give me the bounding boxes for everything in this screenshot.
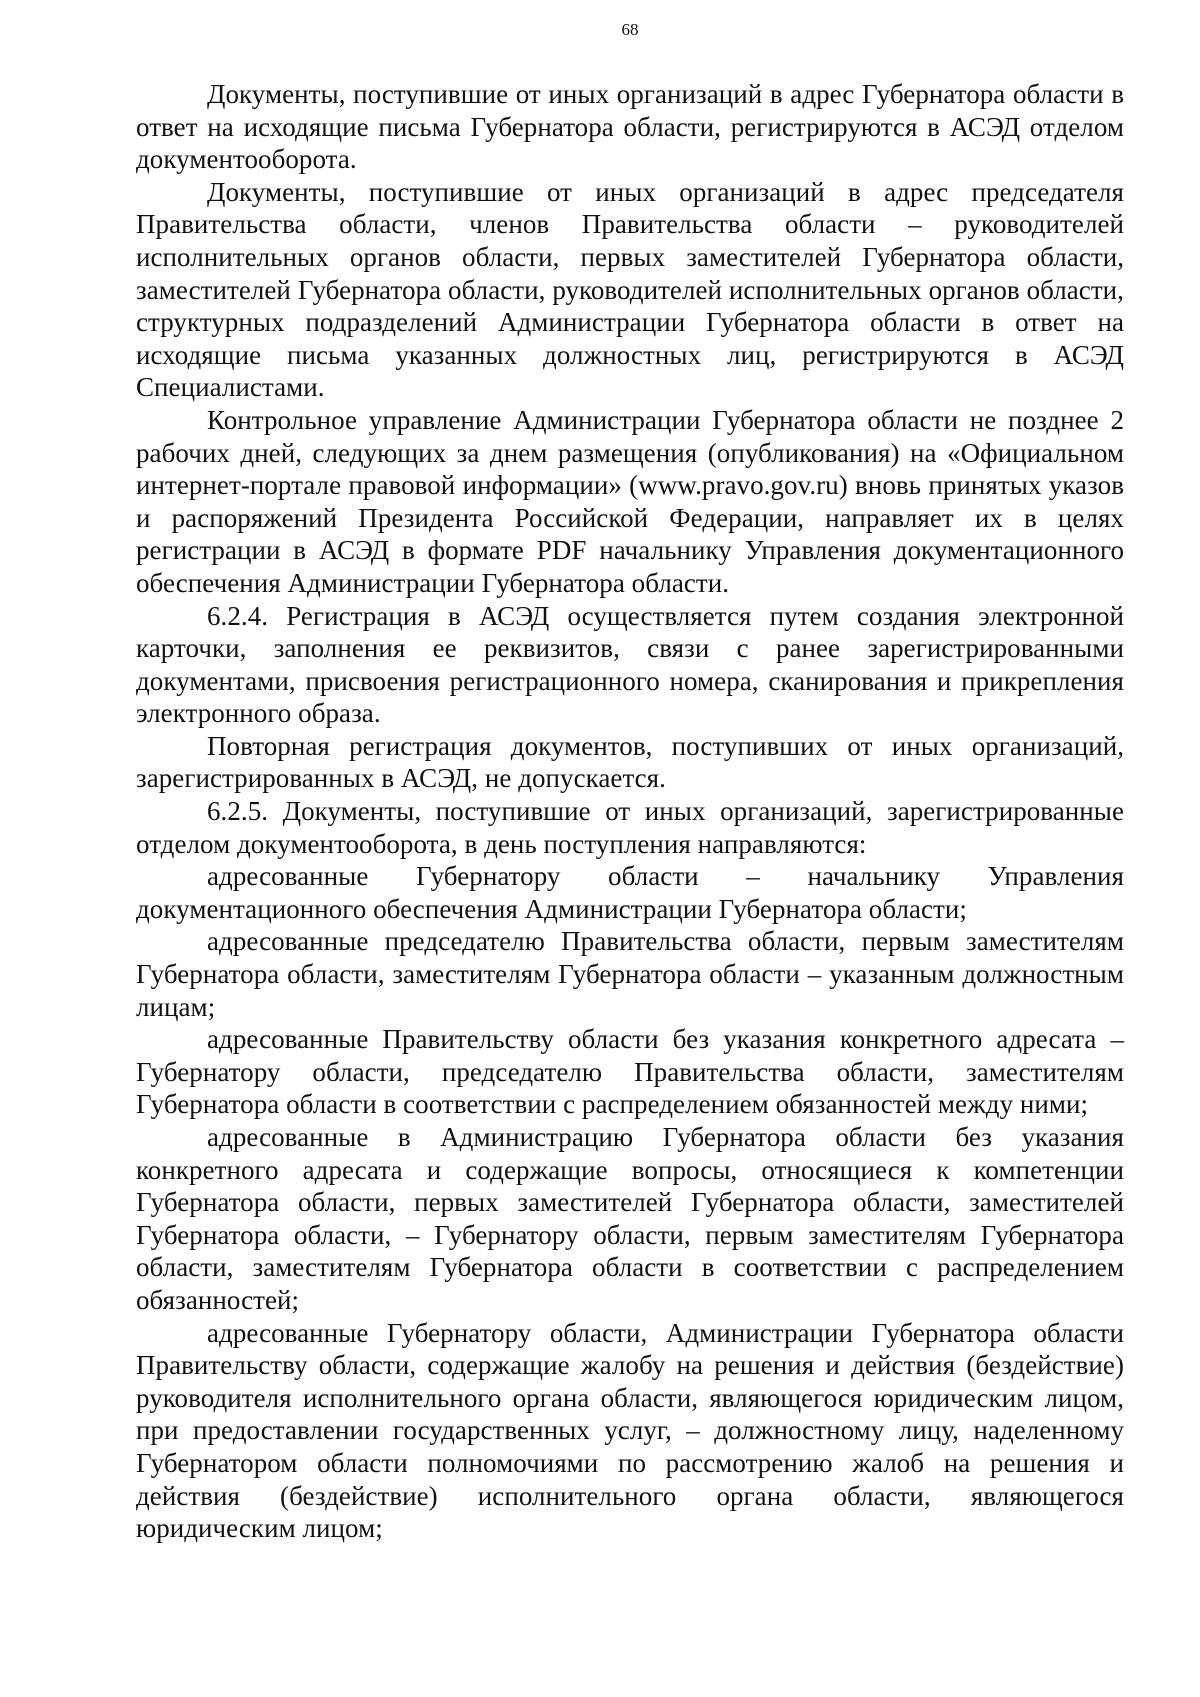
paragraph: адресованные в Администрацию Губернатора области без указания конкретного адресата и содержащие вопросы, относящиеся к компетенции Губернатора области, первых заместителей Губернатора области, заместителей Губернатора области, – Губернатору области, первым заместителям Губернатора области, заместителям Губернатора области в соответствии с распределением обязанностей; (136, 1122, 1124, 1315)
paragraph: адресованные председателю Правительства области, первым заместителям Губернатора области, заместителям Губернатора области – указанным должностным лицам; (136, 926, 1124, 1022)
paragraph: 6.2.4. Регистрация в АСЭД осуществляется путем создания электронной карточки, заполнения ее реквизитов, связи с ранее зарегистрированными документами, присвоения регистрационного номера, сканирования и прикрепления электронного образа. (136, 600, 1124, 729)
page-number: 68 (621, 20, 639, 39)
paragraph: Документы, поступившие от иных организаций в адрес председателя Правительства области, членов Правительства области – руководителей исполнительных органов области, первых заместителей Губернатора области, заместителей Губернатора области, руководителей исполнительных органов области, структурных подразделений Администрации Губернатора области в ответ на исходящие письма указанных должностных лиц, регистрируются в АСЭД Специалистами. (136, 176, 1124, 403)
paragraph: 6.2.5. Документы, поступившие от иных организаций, зарегистрированные отделом документооборота, в день поступления направляются: (136, 796, 1124, 859)
paragraph: Повторная регистрация документов, поступивших от иных организаций, зарегистрированных в АСЭД, не допускается. (136, 730, 1124, 794)
paragraph: Документы, поступившие от иных организаций в адрес Губернатора области в ответ на исходящие письма Губернатора области, регистрируются в АСЭД отделом документооборота. (136, 79, 1124, 175)
paragraph: адресованные Губернатору области, Администрации Губернатора области Правительству области, содержащие жалобу на решения и действия (бездействие) руководителя исполнительного органа области, являющегося юридическим лицом, при предоставлении государственных услуг, – должностному лицу, наделенному Губернатором области полномочиями по рассмотрению жалоб на решения и действия (бездействие) исполнительного органа области, являющегося юридическим лицом; (136, 1317, 1124, 1544)
document-body (136, 78, 1124, 1545)
paragraph: адресованные Правительству области без указания конкретного адресата – Губернатору области, председателю Правительства области, заместителям Губернатора области в соответствии с распределением обязанностей между ними; (136, 1024, 1124, 1120)
paragraph: адресованные Губернатору области – начальнику Управления документационного обеспечения Администрации Губернатора области; (136, 861, 1124, 924)
paragraph: Контрольное управление Администрации Губернатора области не позднее 2 рабочих дней, следующих за днем размещения (опубликования) на «Официальном интернет-портале правовой информации» (www.pravo.gov.ru) вновь принятых указов и распоряжений Президента Российской Федерации, направляет их в целях регистрации в АСЭД в формате PDF начальнику Управления документационного обеспечения Администрации Губернатора области. (136, 404, 1124, 598)
